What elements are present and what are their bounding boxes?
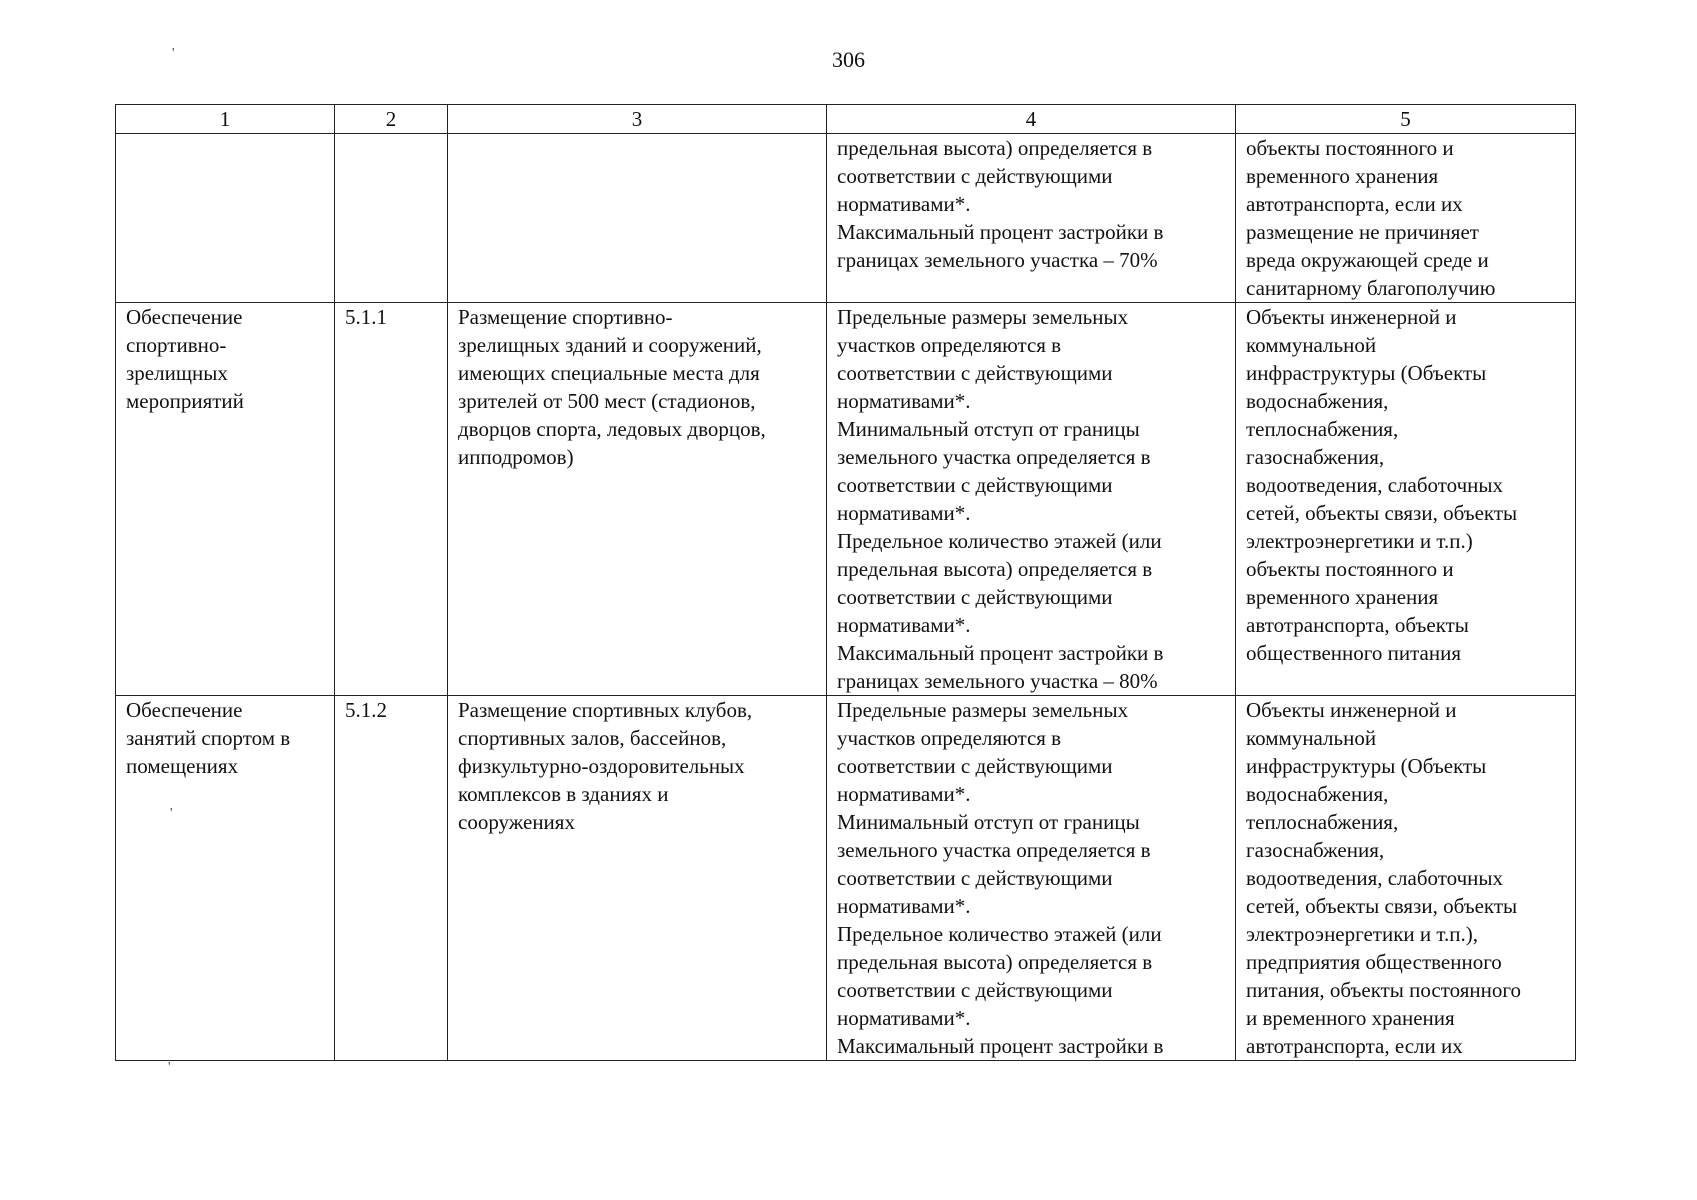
table-row — [116, 134, 1576, 303]
auxiliary-uses-cell: Объекты инженерной и коммунальной инфраструктуры (Объекты водоснабжения, теплоснабжения, газоснабжения, водоотведения, слаботочных сетей, объекты связи, объекты электроэнергетики и т.п.) объекты постоянного и временного хранения автотранспорта, объекты общественного питания — [1236, 303, 1576, 696]
use-name-cell — [116, 134, 335, 303]
scan-speck: ' — [168, 1060, 171, 1075]
column-header-2: 2 — [335, 105, 448, 134]
use-name-cell: Обеспечение спортивно- зрелищных мероприятий — [116, 303, 335, 696]
use-description-cell: Размещение спортивных клубов, спортивных залов, бассейнов, физкультурно-оздоровительных комплексов в зданиях и сооружениях — [448, 696, 827, 1061]
page-number: 306 — [832, 47, 865, 72]
column-header-3: 3 — [448, 105, 827, 134]
parameters-cell: Предельные размеры земельных участков определяются в соответствии с действующими нормативами*. Минимальный отступ от границы земельного участка определяется в соответствии с действующими нормативами*. Предельное количество этажей (или предельная высота) определяется в соответствии с действующими нормативами*. Максимальный процент застройки в — [827, 696, 1236, 1061]
column-header-5: 5 — [1236, 105, 1576, 134]
scan-speck: ' — [172, 46, 175, 61]
use-code-cell: 5.1.1 — [335, 303, 448, 696]
use-name-cell: Обеспечение занятий спортом в помещениях — [116, 696, 335, 1061]
scan-speck: ' — [170, 806, 173, 821]
column-header-4: 4 — [827, 105, 1236, 134]
column-header-1: 1 — [116, 105, 335, 134]
table-row — [116, 303, 1576, 696]
use-description-cell: Размещение спортивно- зрелищных зданий и сооружений, имеющих специальные места для зрителей от 500 мест (стадионов, дворцов спорта, ледовых дворцов, ипподромов) — [448, 303, 827, 696]
use-code-cell — [335, 134, 448, 303]
table-header-row — [116, 105, 1576, 134]
auxiliary-uses-cell: объекты постоянного и временного хранения автотранспорта, если их размещение не причиняет вреда окружающей среде и санитарному благополучию — [1236, 134, 1576, 303]
use-code-cell: 5.1.2 — [335, 696, 448, 1061]
parameters-cell: Предельные размеры земельных участков определяются в соответствии с действующими нормативами*. Минимальный отступ от границы земельного участка определяется в соответствии с действующими нормативами*. Предельное количество этажей (или предельная высота) определяется в соответствии с действующими нормативами*. Максимальный процент застройки в границах земельного участка – 80% — [827, 303, 1236, 696]
table-row — [116, 696, 1576, 1061]
parameters-cell: предельная высота) определяется в соответствии с действующими нормативами*. Максимальный процент застройки в границах земельного участка – 70% — [827, 134, 1236, 303]
use-description-cell — [448, 134, 827, 303]
land-use-table — [115, 104, 1576, 1061]
auxiliary-uses-cell: Объекты инженерной и коммунальной инфраструктуры (Объекты водоснабжения, теплоснабжения, газоснабжения, водоотведения, слаботочных сетей, объекты связи, объекты электроэнергетики и т.п.), предприятия общественного питания, объекты постоянного и временного хранения автотранспорта, если их — [1236, 696, 1576, 1061]
